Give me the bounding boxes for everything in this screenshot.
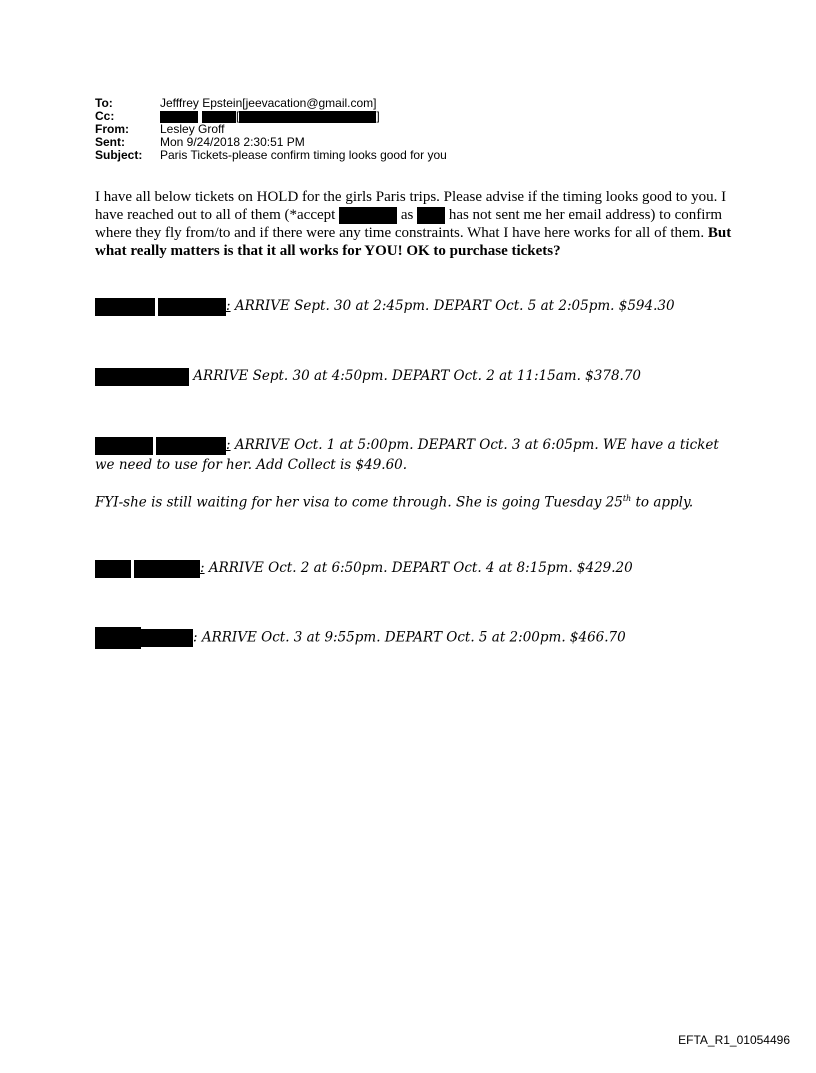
body-bold-text: But what really matters is that it all works for YOU! OK to purchase tickets? — [95, 225, 732, 260]
redaction-block — [160, 111, 198, 123]
redaction-block — [95, 560, 131, 578]
redaction-block — [417, 207, 445, 224]
ticket-details: ARRIVE Oct. 1 at 5:00pm. DEPART Oct. 3 at 6:05pm. WE have a ticket we need to use for her. Add Collect is $49.60. — [95, 437, 719, 473]
redaction-block — [95, 368, 135, 386]
to-row — [95, 97, 447, 110]
ticket-item — [95, 296, 675, 316]
cc-row — [95, 110, 447, 123]
ticket-item — [95, 435, 735, 475]
ticket-item — [95, 366, 641, 386]
ticket-details: ARRIVE Oct. 3 at 9:55pm. DEPART Oct. 5 at 2:00pm. $466.70 — [197, 629, 626, 646]
redaction-block — [156, 437, 226, 455]
redaction-block — [134, 560, 200, 578]
body-text-part1: I have all below tickets on HOLD for the girls Paris trips. Please advise if the timing looks good to you. I have reached out to all of them (*accept — [95, 189, 727, 223]
subject-value: Paris Tickets-please confirm timing looks good for you — [160, 148, 447, 162]
subject-row — [95, 149, 447, 162]
sent-value: Mon 9/24/2018 2:30:51 PM — [160, 135, 305, 149]
cc-bracket-close: ] — [376, 109, 380, 123]
redaction-block — [135, 368, 189, 386]
cc-label: Cc: — [95, 109, 115, 123]
fyi-text-end: to apply. — [631, 494, 694, 511]
body-text-part2: as — [400, 207, 414, 223]
fyi-note — [95, 489, 693, 513]
ticket-separator: : — [200, 560, 205, 576]
cc-bracket-open: [ — [236, 109, 240, 123]
redaction-block — [239, 111, 376, 123]
redaction-block — [95, 437, 153, 455]
from-value: Lesley Groff — [160, 122, 225, 136]
redaction-block — [202, 111, 236, 123]
fyi-superscript: th — [622, 494, 632, 503]
sent-label: Sent: — [95, 135, 125, 149]
to-label: To: — [95, 96, 113, 110]
subject-label: Subject: — [95, 148, 143, 162]
redaction-block — [339, 207, 397, 224]
from-label: From: — [95, 122, 129, 136]
redaction-block — [158, 298, 226, 316]
email-body — [95, 188, 735, 260]
body-text-part3: has not sent me her email address) to confirm where they fly from/to and if there were any time constraints. What I have here works for all of them. — [95, 207, 723, 242]
redaction-block — [95, 627, 141, 649]
ticket-item — [95, 627, 626, 649]
ticket-separator: : — [226, 298, 231, 314]
ticket-details: ARRIVE Sept. 30 at 2:45pm. DEPART Oct. 5 at 2:05pm. $594.30 — [230, 298, 675, 314]
ticket-separator: : — [193, 629, 198, 646]
ticket-details: ARRIVE Oct. 2 at 6:50pm. DEPART Oct. 4 at 8:15pm. $429.20 — [204, 560, 633, 576]
ticket-item — [95, 558, 633, 578]
document-id: EFTA_R1_01054496 — [678, 1033, 790, 1047]
redaction-block — [95, 298, 155, 316]
email-header — [95, 97, 447, 162]
redaction-block — [141, 629, 193, 647]
to-value: Jefffrey Epstein[jeevacation@gmail.com] — [160, 96, 377, 110]
fyi-text: FYI-she is still waiting for her visa to come through. She is going Tuesday 25 — [95, 494, 623, 511]
ticket-separator: : — [226, 437, 231, 453]
ticket-details: ARRIVE Sept. 30 at 4:50pm. DEPART Oct. 2 at 11:15am. $378.70 — [189, 368, 641, 384]
